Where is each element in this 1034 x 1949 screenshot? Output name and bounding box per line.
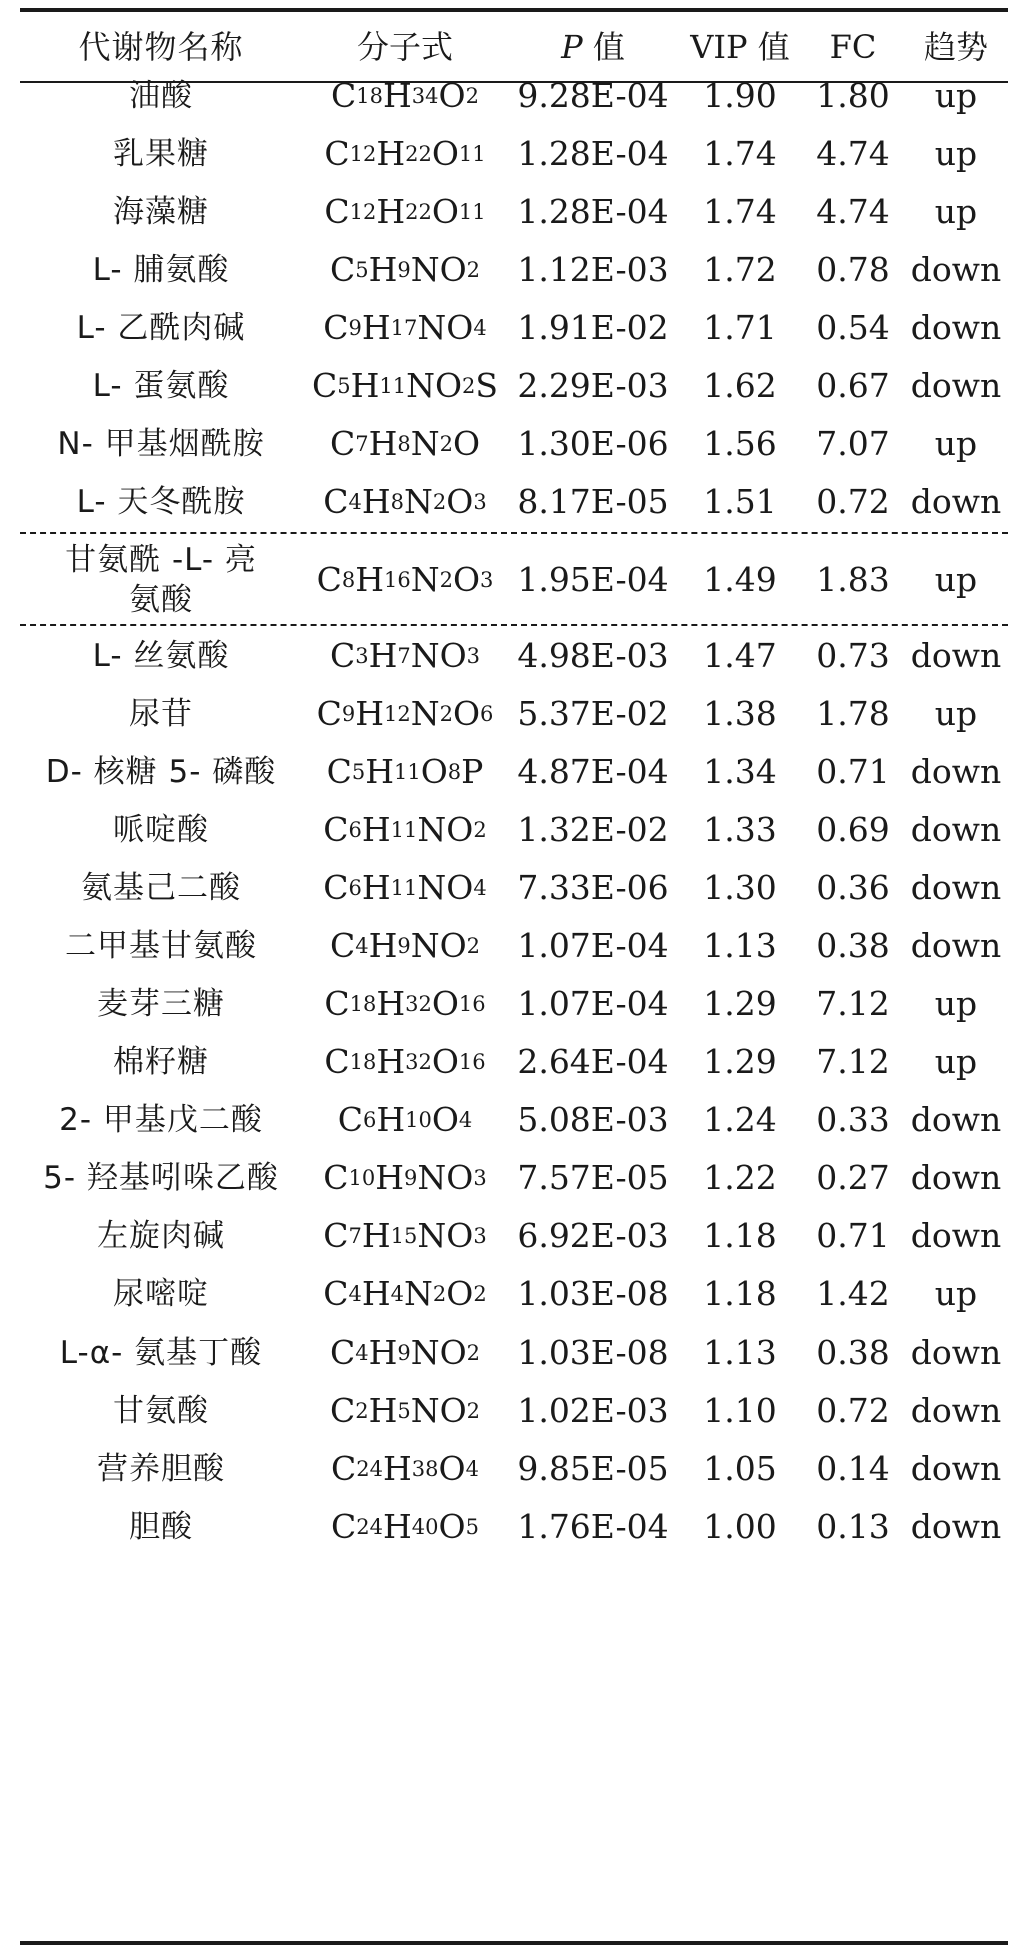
molecular-formula: C 3 H 7 NO 3: [329, 636, 481, 675]
metabolite-name: 尿嘧啶: [113, 1276, 209, 1312]
formula-element: C: [324, 984, 350, 1023]
formula-element: O: [438, 76, 466, 115]
formula-element: H: [376, 192, 406, 231]
formula-element: H: [368, 250, 398, 289]
p-value: 1.07E-04: [517, 984, 669, 1023]
vip-value: 1.38: [703, 694, 777, 733]
formula-element: C: [331, 76, 357, 115]
formula-element: H: [376, 1100, 406, 1139]
trend-value: down: [910, 1449, 1002, 1488]
formula-element: H: [368, 1333, 398, 1372]
formula-element: H: [368, 1391, 398, 1430]
vip-value: 1.72: [703, 250, 777, 289]
molecular-formula: C 4 H 8 N 2 O 3: [323, 482, 487, 521]
fc-value: 7.12: [816, 984, 890, 1023]
vip-value: 1.13: [703, 1333, 777, 1372]
metabolite-name: L-α- 氨基丁酸: [59, 1335, 263, 1371]
p-value: 2.29E-03: [517, 366, 669, 405]
molecular-formula: C 5 H 11 O 8 P: [326, 752, 484, 791]
table-row: [0, 1498, 1034, 1556]
trend-value: up: [934, 694, 978, 733]
formula-element: C: [316, 560, 342, 599]
formula-element: O: [446, 482, 474, 521]
p-value: 1.32E-02: [517, 810, 669, 849]
p-value: 7.57E-05: [517, 1158, 669, 1197]
vip-value: 1.30: [703, 868, 777, 907]
fc-value: 0.67: [816, 366, 890, 405]
fc-value: 0.69: [816, 810, 890, 849]
vip-value: 1.10: [703, 1391, 777, 1430]
molecular-formula: C 7 H 15 NO 3: [323, 1216, 487, 1255]
p-value: 1.28E-04: [517, 192, 669, 231]
trend-value: down: [910, 1100, 1002, 1139]
vip-value: 1.00: [703, 1507, 777, 1546]
trend-value: down: [910, 308, 1002, 347]
molecular-formula: C 5 H 9 NO 2: [329, 250, 481, 289]
molecular-formula: C 8 H 16 N 2 O 3: [316, 560, 494, 599]
trend-value: down: [910, 1507, 1002, 1546]
metabolite-name: L- 天冬酰胺: [76, 484, 246, 520]
metabolite-name: 油酸: [129, 78, 193, 114]
formula-element: NO: [410, 926, 467, 965]
fc-value: 0.73: [816, 636, 890, 675]
table-top-rule: [20, 8, 1008, 12]
molecular-formula: C 6 H 10 O 4: [337, 1100, 473, 1139]
formula-element: C: [329, 250, 356, 289]
table-row: [0, 685, 1034, 743]
p-value: 5.37E-02: [517, 694, 669, 733]
fc-value: 7.07: [816, 424, 890, 463]
formula-element: H: [355, 560, 384, 599]
molecular-formula: C 2 H 5 NO 2: [329, 1391, 481, 1430]
formula-element: C: [324, 134, 350, 173]
formula-element: O: [438, 1507, 466, 1546]
fc-value: 0.71: [816, 752, 890, 791]
formula-element: O: [431, 192, 459, 231]
p-value: 8.17E-05: [517, 482, 669, 521]
metabolite-name: 甘氨酰 -L- 亮氨酸: [65, 542, 257, 618]
vip-value: 1.47: [703, 636, 777, 675]
vip-value: 1.13: [703, 926, 777, 965]
molecular-formula: C 7 H 8 N 2 O: [329, 424, 481, 463]
formula-element: H: [368, 636, 398, 675]
p-value: 7.33E-06: [517, 868, 669, 907]
formula-element: S: [475, 366, 499, 405]
vip-value: 1.33: [703, 810, 777, 849]
p-value: 1.02E-03: [517, 1391, 669, 1430]
formula-element: NO: [417, 1216, 474, 1255]
p-value: 1.76E-04: [517, 1507, 669, 1546]
metabolite-name: L- 脯氨酸: [92, 252, 230, 288]
formula-element: C: [323, 868, 349, 907]
formula-element: H: [376, 134, 406, 173]
vip-value: 1.18: [703, 1274, 777, 1313]
formula-element: H: [368, 424, 398, 463]
vip-value: 1.29: [703, 1042, 777, 1081]
vip-value: 1.22: [703, 1158, 777, 1197]
fc-value: 0.13: [816, 1507, 890, 1546]
p-value: 1.30E-06: [517, 424, 669, 463]
table-row: [0, 473, 1034, 531]
formula-element: H: [383, 76, 412, 115]
formula-element: H: [355, 694, 384, 733]
molecular-formula: C 4 H 4 N 2 O 2: [323, 1274, 487, 1313]
header-fc: FC: [829, 28, 877, 66]
header-name: 代谢物名称: [78, 28, 244, 66]
vip-value: 1.56: [703, 424, 777, 463]
formula-element: H: [361, 1274, 391, 1313]
molecular-formula: C 12 H 22 O 11: [324, 134, 486, 173]
table-row: [0, 1324, 1034, 1382]
table-row: [0, 859, 1034, 917]
metabolite-name: 氨基己二酸: [81, 870, 241, 906]
fc-value: 0.72: [816, 1391, 890, 1430]
table-row: [0, 743, 1034, 801]
table-row: [0, 67, 1034, 125]
formula-element: H: [361, 1216, 391, 1255]
trend-value: down: [910, 482, 1002, 521]
formula-element: C: [316, 694, 342, 733]
vip-value: 1.90: [703, 76, 777, 115]
formula-element: C: [329, 926, 356, 965]
vip-value: 1.74: [703, 134, 777, 173]
fc-value: 0.38: [816, 1333, 890, 1372]
formula-element: C: [323, 482, 349, 521]
vip-value: 1.71: [703, 308, 777, 347]
formula-element: C: [329, 1333, 356, 1372]
dashed-separator-bottom: [20, 624, 1008, 626]
header-formula: 分子式: [356, 28, 453, 66]
table-row: [0, 299, 1034, 357]
formula-element: N: [410, 694, 440, 733]
metabolite-name: L- 乙酰肉碱: [76, 310, 246, 346]
formula-element: C: [329, 636, 356, 675]
formula-element: O: [431, 134, 459, 173]
trend-value: down: [910, 1216, 1002, 1255]
formula-element: O: [452, 694, 481, 733]
p-value: 1.91E-02: [517, 308, 669, 347]
table-row: [0, 1440, 1034, 1498]
vip-value: 1.05: [703, 1449, 777, 1488]
formula-element: C: [311, 366, 338, 405]
molecular-formula: C 18 H 32 O 16: [324, 984, 486, 1023]
formula-element: O: [431, 984, 459, 1023]
p-value: 9.28E-04: [517, 76, 669, 115]
fc-value: 1.80: [816, 76, 890, 115]
fc-value: 0.33: [816, 1100, 890, 1139]
formula-element: NO: [410, 636, 467, 675]
formula-element: C: [324, 1042, 350, 1081]
metabolite-name: 尿苷: [129, 696, 193, 732]
p-value: 4.98E-03: [517, 636, 669, 675]
p-value: 2.64E-04: [517, 1042, 669, 1081]
trend-value: up: [934, 1042, 978, 1081]
metabolite-name: 2- 甲基戊二酸: [59, 1102, 263, 1138]
formula-element: NO: [417, 308, 474, 347]
formula-element: N: [410, 560, 440, 599]
formula-element: H: [376, 1042, 406, 1081]
formula-element: NO: [417, 810, 474, 849]
formula-element: O: [452, 424, 481, 463]
formula-element: H: [383, 1449, 412, 1488]
trend-value: down: [910, 1391, 1002, 1430]
trend-value: down: [910, 868, 1002, 907]
p-value: 1.03E-08: [517, 1333, 669, 1372]
formula-element: NO: [410, 250, 467, 289]
molecular-formula: C 24 H 40 O 5: [331, 1507, 479, 1546]
formula-element: H: [376, 984, 406, 1023]
molecular-formula: C 5 H 11 NO 2 S: [311, 366, 499, 405]
trend-value: down: [910, 1158, 1002, 1197]
p-value: 1.07E-04: [517, 926, 669, 965]
formula-element: C: [337, 1100, 363, 1139]
formula-element: C: [323, 308, 349, 347]
trend-value: down: [910, 250, 1002, 289]
vip-value: 1.51: [703, 482, 777, 521]
header-vip: VIP 值: [690, 28, 790, 66]
metabolite-name: L- 丝氨酸: [92, 638, 230, 674]
formula-element: NO: [410, 1333, 467, 1372]
formula-element: C: [329, 1391, 356, 1430]
formula-element: NO: [410, 1391, 467, 1430]
metabolite-name: L- 蛋氨酸: [92, 368, 230, 404]
formula-element: C: [326, 752, 352, 791]
p-value: 4.87E-04: [517, 752, 669, 791]
fc-value: 0.36: [816, 868, 890, 907]
formula-element: P: [461, 752, 484, 791]
formula-element: O: [431, 1042, 459, 1081]
metabolite-name: 麦芽三糖: [97, 986, 225, 1022]
formula-element: O: [420, 752, 448, 791]
formula-element: C: [324, 192, 350, 231]
formula-element: H: [361, 810, 391, 849]
formula-element: H: [361, 308, 391, 347]
table-row: [0, 917, 1034, 975]
vip-value: 1.62: [703, 366, 777, 405]
vip-value: 1.24: [703, 1100, 777, 1139]
formula-element: NO: [417, 868, 474, 907]
header-trend: 趋势: [923, 28, 988, 66]
p-value: 6.92E-03: [517, 1216, 669, 1255]
table-row: [0, 975, 1034, 1033]
formula-element: H: [365, 752, 394, 791]
fc-value: 0.54: [816, 308, 890, 347]
table-bottom-rule: [20, 1941, 1008, 1945]
fc-value: 7.12: [816, 1042, 890, 1081]
trend-value: down: [910, 810, 1002, 849]
table-row: [0, 415, 1034, 473]
metabolite-name: 营养胆酸: [97, 1451, 225, 1487]
trend-value: down: [910, 926, 1002, 965]
table-row: [0, 1091, 1034, 1149]
formula-element: C: [323, 1274, 349, 1313]
table-row: [0, 1207, 1034, 1265]
molecular-formula: C 4 H 9 NO 2: [329, 1333, 481, 1372]
vip-value: 1.18: [703, 1216, 777, 1255]
table-row: [0, 183, 1034, 241]
header-p-italic: P: [561, 28, 583, 66]
molecular-formula: C 18 H 32 O 16: [324, 1042, 486, 1081]
molecular-formula: C 4 H 9 NO 2: [329, 926, 481, 965]
formula-element: C: [323, 1216, 349, 1255]
trend-value: up: [934, 1274, 978, 1313]
metabolite-name: 海藻糖: [113, 194, 209, 230]
formula-element: N: [404, 1274, 433, 1313]
p-value: 9.85E-05: [517, 1449, 669, 1488]
molecular-formula: C 18 H 34 O 2: [331, 76, 479, 115]
molecular-formula: C 10 H 9 NO 3: [323, 1158, 487, 1197]
molecular-formula: C 6 H 11 NO 4: [323, 868, 487, 907]
molecular-formula: C 9 H 17 NO 4: [323, 308, 487, 347]
fc-value: 0.14: [816, 1449, 890, 1488]
metabolite-name: 左旋肉碱: [97, 1218, 225, 1254]
formula-element: H: [361, 868, 391, 907]
trend-value: up: [934, 134, 978, 173]
p-value: 1.95E-04: [517, 560, 669, 599]
trend-value: up: [934, 560, 978, 599]
table-row: [0, 125, 1034, 183]
trend-value: down: [910, 752, 1002, 791]
formula-element: C: [331, 1507, 357, 1546]
dashed-separator-top: [20, 532, 1008, 534]
vip-value: 1.29: [703, 984, 777, 1023]
p-value: 1.28E-04: [517, 134, 669, 173]
table-row: [0, 627, 1034, 685]
metabolite-name: 棉籽糖: [113, 1044, 209, 1080]
formula-element: O: [452, 560, 481, 599]
formula-element: O: [438, 1449, 466, 1488]
fc-value: 0.78: [816, 250, 890, 289]
table-row: [0, 1149, 1034, 1207]
formula-element: NO: [417, 1158, 474, 1197]
formula-element: H: [375, 1158, 405, 1197]
metabolite-name: 甘氨酸: [113, 1393, 209, 1429]
trend-value: down: [910, 366, 1002, 405]
table-row: [0, 1265, 1034, 1323]
fc-value: 4.74: [816, 134, 890, 173]
fc-value: 1.83: [816, 560, 890, 599]
trend-value: down: [910, 1333, 1002, 1372]
p-value: 1.03E-08: [517, 1274, 669, 1313]
formula-element: C: [331, 1449, 357, 1488]
table-row: [0, 801, 1034, 859]
vip-value: 1.74: [703, 192, 777, 231]
p-value: 1.12E-03: [517, 250, 669, 289]
trend-value: up: [934, 984, 978, 1023]
fc-value: 4.74: [816, 192, 890, 231]
vip-value: 1.49: [703, 560, 777, 599]
trend-value: up: [934, 76, 978, 115]
header-p-suffix: 值: [582, 28, 625, 66]
trend-value: up: [934, 424, 978, 463]
fc-value: 0.72: [816, 482, 890, 521]
fc-value: 0.71: [816, 1216, 890, 1255]
metabolite-name: N- 甲基烟酰胺: [57, 426, 265, 462]
formula-element: H: [361, 482, 391, 521]
fc-value: 0.38: [816, 926, 890, 965]
fc-value: 0.27: [816, 1158, 890, 1197]
formula-element: H: [383, 1507, 412, 1546]
formula-element: C: [323, 1158, 349, 1197]
table-row: [0, 357, 1034, 415]
molecular-formula: C 12 H 22 O 11: [324, 192, 486, 231]
molecular-formula: C 6 H 11 NO 2: [323, 810, 487, 849]
formula-element: N: [404, 482, 433, 521]
formula-element: O: [431, 1100, 459, 1139]
vip-value: 1.34: [703, 752, 777, 791]
formula-element: N: [410, 424, 440, 463]
molecular-formula: C 9 H 12 N 2 O 6: [316, 694, 494, 733]
formula-element: NO: [406, 366, 463, 405]
metabolite-name: 哌啶酸: [113, 812, 209, 848]
formula-element: C: [329, 424, 356, 463]
molecular-formula: C 24 H 38 O 4: [331, 1449, 479, 1488]
table-row: [0, 1382, 1034, 1440]
table-row: [0, 1033, 1034, 1091]
formula-element: O: [446, 1274, 474, 1313]
metabolite-name: 乳果糖: [113, 136, 209, 172]
metabolite-name: 5- 羟基吲哚乙酸: [43, 1160, 279, 1196]
trend-value: up: [934, 192, 978, 231]
table-row: [0, 241, 1034, 299]
trend-value: down: [910, 636, 1002, 675]
table-row: [0, 536, 1034, 624]
metabolite-name: 二甲基甘氨酸: [65, 928, 257, 964]
metabolite-name: 胆酸: [129, 1509, 193, 1545]
formula-element: H: [350, 366, 380, 405]
fc-value: 1.42: [816, 1274, 890, 1313]
formula-element: C: [323, 810, 349, 849]
metabolite-name: D- 核糖 5- 磷酸: [45, 754, 277, 790]
p-value: 5.08E-03: [517, 1100, 669, 1139]
fc-value: 1.78: [816, 694, 890, 733]
formula-element: H: [368, 926, 398, 965]
